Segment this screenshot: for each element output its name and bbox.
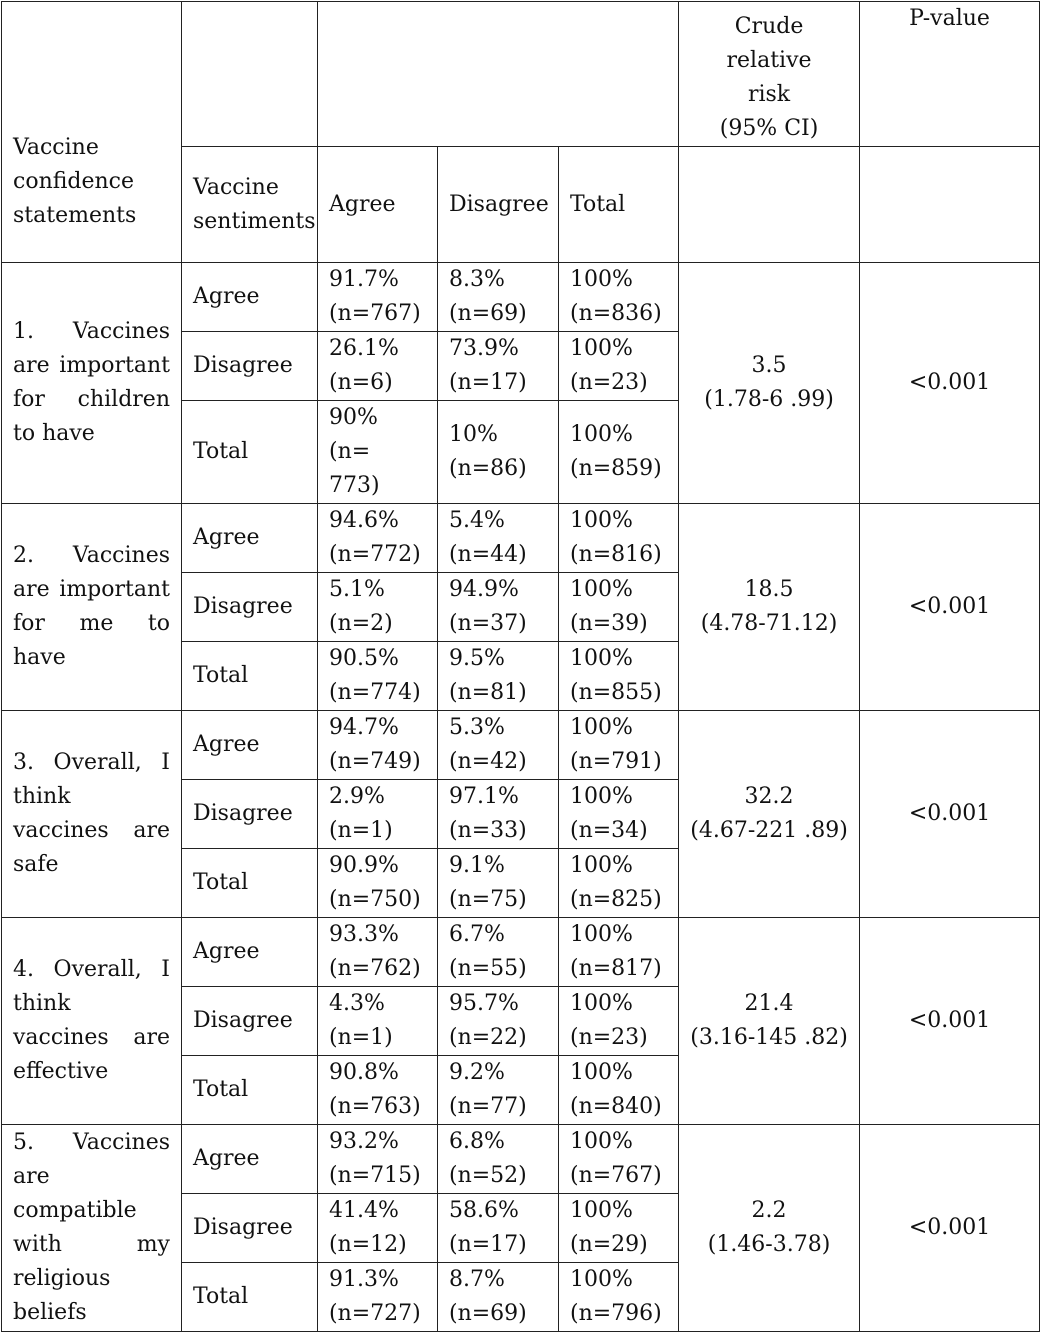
total-cell: 100% (n=836) xyxy=(559,263,679,332)
agree-cell: 41.4% (n=12) xyxy=(318,1194,438,1263)
p-value-cell: <0.001 xyxy=(860,263,1040,504)
header-crude-rr-line3: (95% CI) xyxy=(719,116,819,141)
sentiment-label: Disagree xyxy=(182,780,318,849)
sentiment-label: Agree xyxy=(182,504,318,573)
table-row xyxy=(2,1125,1040,1194)
agree-cell: 94.6% (n=772) xyxy=(318,504,438,573)
sentiment-label: Total xyxy=(182,1056,318,1125)
total-cell: 100% (n=29) xyxy=(559,1194,679,1263)
header-crude-rr-line2: risk xyxy=(747,82,791,107)
disagree-cell: 6.8% (n=52) xyxy=(438,1125,559,1194)
agree-cell: 2.9% (n=1) xyxy=(318,780,438,849)
total-cell: 100% (n=817) xyxy=(559,918,679,987)
agree-cell: 90.5% (n=774) xyxy=(318,642,438,711)
header-disagree: Disagree xyxy=(438,147,559,263)
sentiment-label: Agree xyxy=(182,711,318,780)
disagree-cell: 9.5% (n=81) xyxy=(438,642,559,711)
agree-cell: 93.3% (n=762) xyxy=(318,918,438,987)
statement-cell: 5. Vaccines are compatible with my religious beliefs xyxy=(2,1125,182,1332)
header-total: Total xyxy=(559,147,679,263)
disagree-cell: 6.7% (n=55) xyxy=(438,918,559,987)
sentiment-label: Disagree xyxy=(182,573,318,642)
disagree-cell: 9.1% (n=75) xyxy=(438,849,559,918)
disagree-cell: 73.9% (n=17) xyxy=(438,332,559,401)
header-sentiments: Vaccine sentiments xyxy=(182,147,318,263)
total-cell: 100% (n=791) xyxy=(559,711,679,780)
disagree-cell: 8.7% (n=69) xyxy=(438,1263,559,1332)
crude-rr-cell: 21.4 (3.16-145 .82) xyxy=(679,918,860,1125)
total-cell: 100% (n=816) xyxy=(559,504,679,573)
agree-cell: 90.8% (n=763) xyxy=(318,1056,438,1125)
sentiment-label: Disagree xyxy=(182,987,318,1056)
total-cell: 100% (n=855) xyxy=(559,642,679,711)
p-value-cell: <0.001 xyxy=(860,711,1040,918)
sentiment-label: Total xyxy=(182,849,318,918)
total-cell: 100% (n=39) xyxy=(559,573,679,642)
agree-cell: 90.9% (n=750) xyxy=(318,849,438,918)
p-value-cell: <0.001 xyxy=(860,1125,1040,1332)
statement-cell: 4. Overall, I think vaccines are effective xyxy=(2,918,182,1125)
header-row-1 xyxy=(2,2,1040,147)
agree-cell: 4.3% (n=1) xyxy=(318,987,438,1056)
header-crude-rr xyxy=(679,2,860,147)
agree-cell: 5.1% (n=2) xyxy=(318,573,438,642)
header-p-value: P-value xyxy=(860,2,1040,147)
table-row xyxy=(2,263,1040,332)
table-row xyxy=(2,918,1040,987)
header-statements: Vaccine confidence statements xyxy=(2,2,182,263)
sentiment-label: Agree xyxy=(182,263,318,332)
disagree-cell: 58.6% (n=17) xyxy=(438,1194,559,1263)
sentiment-label: Disagree xyxy=(182,332,318,401)
agree-cell: 94.7% (n=749) xyxy=(318,711,438,780)
p-value-cell: <0.001 xyxy=(860,918,1040,1125)
disagree-cell: 95.7% (n=22) xyxy=(438,987,559,1056)
header-blank-1 xyxy=(182,2,318,147)
agree-cell: 91.3% (n=727) xyxy=(318,1263,438,1332)
header-crude-blank xyxy=(679,147,860,263)
header-crude-rr-line1: Crude relative xyxy=(726,14,812,73)
sentiment-label: Agree xyxy=(182,1125,318,1194)
disagree-cell: 5.3% (n=42) xyxy=(438,711,559,780)
sentiment-label: Total xyxy=(182,401,318,504)
sentiment-label: Disagree xyxy=(182,1194,318,1263)
total-cell: 100% (n=825) xyxy=(559,849,679,918)
agree-cell: 93.2% (n=715) xyxy=(318,1125,438,1194)
header-blank-2 xyxy=(318,2,679,147)
statement-cell: 1. Vaccines are important for children to have xyxy=(2,263,182,504)
disagree-cell: 97.1% (n=33) xyxy=(438,780,559,849)
header-p-blank xyxy=(860,147,1040,263)
sentiment-label: Total xyxy=(182,642,318,711)
p-value-cell: <0.001 xyxy=(860,504,1040,711)
disagree-cell: 8.3% (n=69) xyxy=(438,263,559,332)
total-cell: 100% (n=23) xyxy=(559,987,679,1056)
sentiment-label: Agree xyxy=(182,918,318,987)
disagree-cell: 5.4% (n=44) xyxy=(438,504,559,573)
total-cell: 100% (n=34) xyxy=(559,780,679,849)
crude-rr-cell: 32.2 (4.67-221 .89) xyxy=(679,711,860,918)
agree-cell: 91.7% (n=767) xyxy=(318,263,438,332)
total-cell: 100% (n=859) xyxy=(559,401,679,504)
table-row xyxy=(2,711,1040,780)
crude-rr-cell: 3.5 (1.78-6 .99) xyxy=(679,263,860,504)
statement-cell: 3. Overall, I think vaccines are safe xyxy=(2,711,182,918)
sentiment-label: Total xyxy=(182,1263,318,1332)
disagree-cell: 10% (n=86) xyxy=(438,401,559,504)
disagree-cell: 94.9% (n=37) xyxy=(438,573,559,642)
header-agree: Agree xyxy=(318,147,438,263)
agree-cell: 26.1% (n=6) xyxy=(318,332,438,401)
agree-cell: 90% (n= 773) xyxy=(318,401,438,504)
total-cell: 100% (n=840) xyxy=(559,1056,679,1125)
total-cell: 100% (n=796) xyxy=(559,1263,679,1332)
crude-rr-cell: 2.2 (1.46-3.78) xyxy=(679,1125,860,1332)
disagree-cell: 9.2% (n=77) xyxy=(438,1056,559,1125)
total-cell: 100% (n=767) xyxy=(559,1125,679,1194)
statement-cell: 2. Vaccines are important for me to have xyxy=(2,504,182,711)
vaccine-confidence-table xyxy=(1,1,1040,1332)
crude-rr-cell: 18.5 (4.78-71.12) xyxy=(679,504,860,711)
total-cell: 100% (n=23) xyxy=(559,332,679,401)
table-row xyxy=(2,504,1040,573)
